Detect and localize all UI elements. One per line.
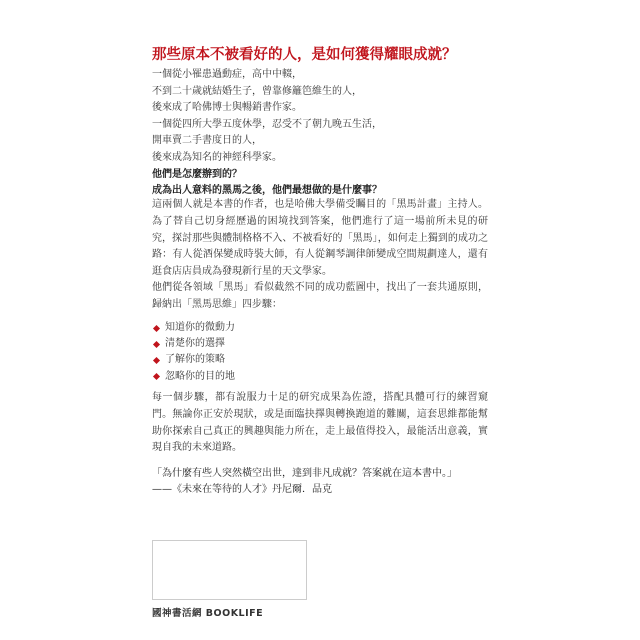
intro-line: 後來成為知名的神經科學家。: [152, 151, 282, 163]
list-item: [152, 369, 235, 385]
paragraph-summary: 每一個步驟，都有說服力十足的研究成果為佐證，搭配具體可行的練習窺門。無論你正安於現狀，或是面臨抉擇與轉換跑道的難關，這套思維都能幫助你探索自己真正的興趣與能力所在，走上最值得投入，最能活出意義，實現自我的未來道路。: [152, 392, 488, 454]
diamond-bullet-icon: [153, 373, 160, 380]
quote-attribution: ——《未來在等待的人才》丹尼爾．品克: [152, 483, 332, 495]
booklife-logo: 國神書活網 BOOKLIFE: [152, 608, 264, 619]
list-item: [152, 336, 235, 352]
step-label: 忽略你的目的地: [165, 370, 235, 382]
step-label: 知道你的微動力: [165, 322, 235, 333]
intro-line: 一個從小罹患過動症，高中中輟，: [152, 69, 302, 80]
intro-line: 開車賣二手書度日的人，: [152, 135, 262, 147]
list-item: [152, 320, 235, 336]
steps-list: [152, 320, 235, 385]
paragraph-method: 他們從各領域「黑馬」看似截然不同的成功藍圖中，找出了一套共通原則，歸納出「黑馬思維」四步驟：: [152, 282, 488, 310]
image-placeholder: [152, 540, 307, 600]
intro-line: 後來成了哈佛博士與暢銷書作家。: [152, 102, 302, 114]
paragraph-authors: 這兩個人就是本書的作者，也是哈佛大學備受矚目的「黑馬計畫」主持人。為了替自己切身經歷過的困境找到答案，他們進行了這一場前所未見的研究，探討那些與體制格格不入、不被看好的「黑馬」，如何走上獨到的成功之路：有人從酒保變成時裝大師，有人從鋼琴調律師變成空間規劃達人，還有逛食店店員成為發現新行星的天文學家。: [152, 199, 488, 278]
intro-line: 一個從四所大學五度休學，忍受不了朝九晚五生活，: [152, 118, 382, 130]
intro-line: 不到二十歲就結婚生子，曾靠修籬笆維生的人，: [152, 85, 362, 97]
diamond-bullet-icon: [153, 325, 160, 332]
endorsement-quote: [152, 466, 457, 497]
list-item: [152, 352, 235, 368]
page-title: 那些原本不被看好的人，是如何獲得耀眼成就？: [152, 46, 457, 63]
diamond-bullet-icon: [153, 357, 160, 364]
question-line: 成為出人意料的黑馬之後，他們最想做的是什麼事？: [152, 185, 382, 197]
question-line: 他們是怎麼辦到的？: [152, 168, 242, 180]
step-label: 了解你的策略: [165, 354, 225, 366]
diamond-bullet-icon: [153, 341, 160, 348]
step-label: 清楚你的選擇: [165, 338, 225, 350]
quote-text: 「為什麼有些人突然橫空出世，達到非凡成就？答案就在這本書中。」: [152, 468, 457, 479]
intro-block: [152, 67, 488, 200]
